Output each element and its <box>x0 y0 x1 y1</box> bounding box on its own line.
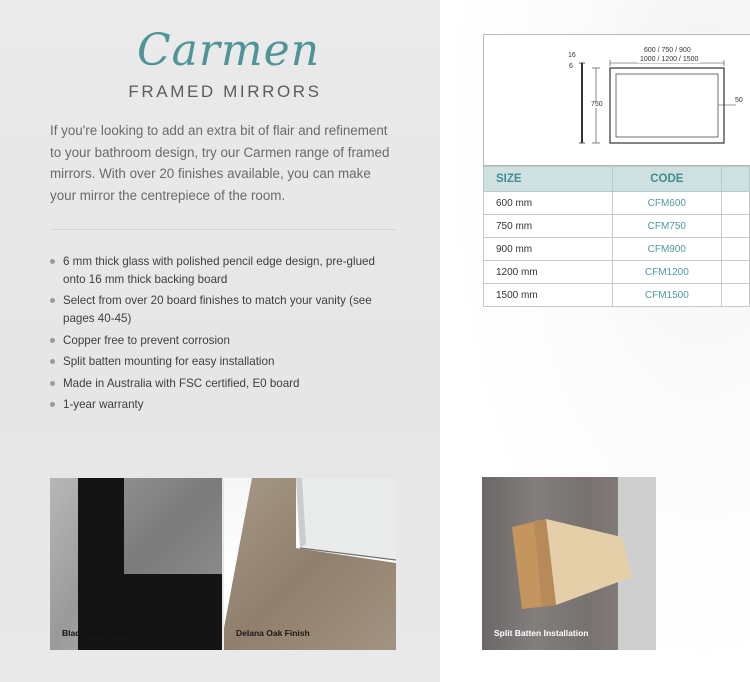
feature-item <box>50 353 400 371</box>
bullet-icon <box>50 402 55 407</box>
column-header-size: SIZE <box>484 167 613 192</box>
bullet-icon <box>50 298 55 303</box>
dim-thickness-bottom: 6 <box>569 63 573 70</box>
feature-text: Select from over 20 board finishes to match your vanity (see pages 40-45) <box>63 294 372 326</box>
cell-size: 600 mm <box>484 192 613 215</box>
feature-text: 1-year warranty <box>63 397 144 411</box>
dim-width-2: 1000 / 1200 / 1500 <box>640 56 699 63</box>
dim-frame: 50 <box>735 97 743 104</box>
brand-subtitle: FRAMED MIRRORS <box>128 82 322 101</box>
column-header-code: CODE <box>612 167 722 192</box>
cell-size: 900 mm <box>484 238 613 261</box>
bullet-icon <box>50 338 55 343</box>
feature-text: 6 mm thick glass with polished pencil edge design, pre-glued onto 16 mm thick backing board <box>63 255 375 286</box>
swatch-split-batten <box>482 477 656 650</box>
feature-text: Copper free to prevent corrosion <box>63 333 230 347</box>
cell-code: CFM1500 <box>612 284 722 307</box>
bullet-icon <box>50 259 55 264</box>
feature-item <box>50 375 400 393</box>
table-header-row <box>484 167 750 192</box>
table-row <box>484 284 750 307</box>
cell-extra <box>722 261 750 284</box>
cell-code: CFM600 <box>612 192 722 215</box>
table-row <box>484 261 750 284</box>
dim-thickness-top: 16 <box>568 52 576 59</box>
oak-board-image <box>224 478 396 650</box>
swatch-label: Split Batten Installation <box>494 628 589 638</box>
cell-code: CFM750 <box>612 215 722 238</box>
swatch-delana-oak <box>224 478 396 650</box>
intro-paragraph: If you're looking to add an extra bit of flair and refinement to your bathroom design, try our Carmen range of framed mirrors. With over 20 finishes available, you can make your mirror the centrepiece of the room. <box>50 123 390 203</box>
batten-image <box>482 477 656 650</box>
brand-script-title: Carmen <box>137 25 321 76</box>
cell-size: 1200 mm <box>484 261 613 284</box>
bullet-icon <box>50 381 55 386</box>
feature-item <box>50 396 400 414</box>
table-row <box>484 238 750 261</box>
cell-extra <box>722 238 750 261</box>
divider <box>50 229 396 230</box>
dim-height: 750 <box>591 101 603 108</box>
feature-item <box>50 332 400 350</box>
feature-item <box>50 253 400 289</box>
table-row <box>484 192 750 215</box>
cell-size: 750 mm <box>484 215 613 238</box>
cell-code: CFM900 <box>612 238 722 261</box>
feature-list <box>50 253 400 417</box>
table-row <box>484 215 750 238</box>
dim-width-1: 600 / 750 / 900 <box>644 47 691 54</box>
mirror-diagram <box>484 35 750 167</box>
swatch-label: Black Matt Finish <box>62 628 132 638</box>
cell-code: CFM1200 <box>612 261 722 284</box>
feature-text: Made in Australia with FSC certified, E0 board <box>63 376 300 390</box>
swatch-black-matt <box>50 478 222 650</box>
column-header-extra <box>722 167 750 192</box>
stone-board-image <box>124 478 222 574</box>
feature-item <box>50 292 400 328</box>
dimension-diagram <box>483 34 750 166</box>
cell-extra <box>722 192 750 215</box>
cell-extra <box>722 284 750 307</box>
bullet-icon <box>50 359 55 364</box>
cell-extra <box>722 215 750 238</box>
feature-text: Split batten mounting for easy installation <box>63 355 275 369</box>
size-code-table <box>483 166 750 307</box>
cell-size: 1500 mm <box>484 284 613 307</box>
swatch-label: Delana Oak Finish <box>236 628 310 638</box>
